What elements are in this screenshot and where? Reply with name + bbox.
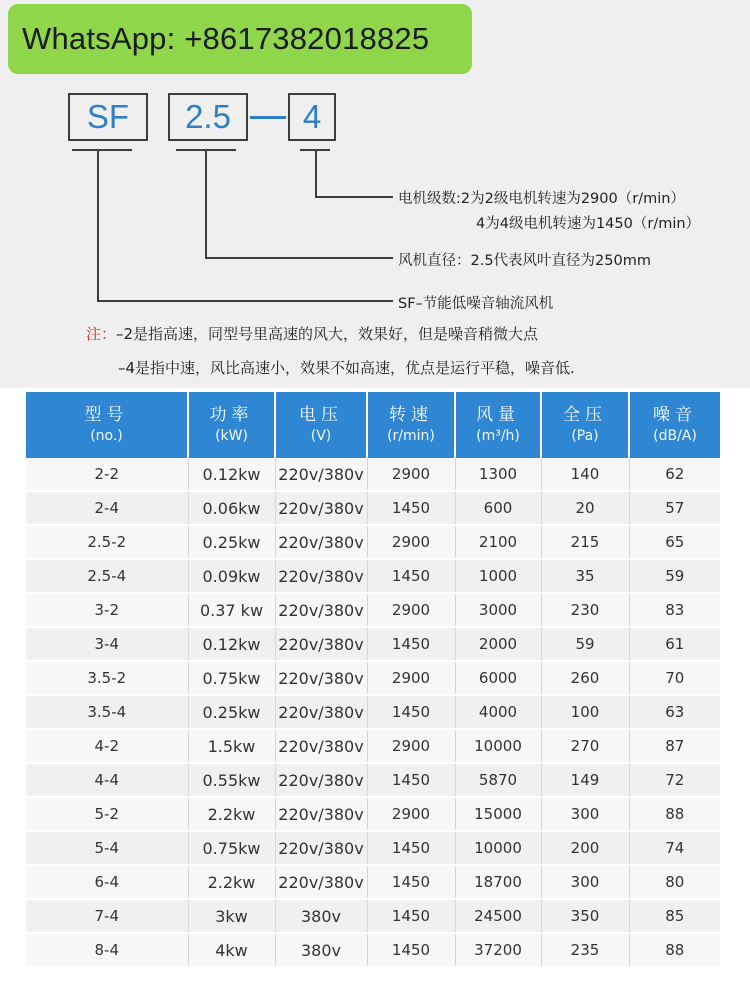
cell-power: 3kw [188, 899, 275, 933]
cell-voltage: 220v/380v [275, 593, 367, 627]
cell-power: 0.37 kw [188, 593, 275, 627]
code-box-series: SF [68, 93, 148, 141]
cell-pressure: 300 [541, 865, 629, 899]
cell-power: 0.55kw [188, 763, 275, 797]
cell-voltage: 220v/380v [275, 729, 367, 763]
cell-voltage: 220v/380v [275, 559, 367, 593]
cell-speed: 2900 [367, 661, 455, 695]
cell-voltage: 220v/380v [275, 661, 367, 695]
cell-noise: 65 [629, 525, 720, 559]
cell-pressure: 35 [541, 559, 629, 593]
connector-diameter-vertical [205, 150, 207, 259]
cell-speed: 1450 [367, 831, 455, 865]
table-row [26, 559, 720, 593]
code-box-diameter: 2.5 [168, 93, 248, 141]
cell-noise: 74 [629, 831, 720, 865]
specification-table [26, 392, 720, 968]
cell-model: 4-4 [26, 763, 188, 797]
cell-noise: 61 [629, 627, 720, 661]
cell-noise: 88 [629, 797, 720, 831]
table-row [26, 661, 720, 695]
cell-speed: 2900 [367, 729, 455, 763]
connector-series-vertical [97, 150, 99, 302]
connector-poles-vertical [315, 150, 317, 198]
cell-model: 6-4 [26, 865, 188, 899]
cell-model: 3-2 [26, 593, 188, 627]
cell-airflow: 5870 [455, 763, 541, 797]
table-row [26, 458, 720, 491]
cell-noise: 87 [629, 729, 720, 763]
cell-voltage: 220v/380v [275, 695, 367, 729]
bracket-series [72, 149, 132, 151]
cell-voltage: 380v [275, 933, 367, 967]
table-row [26, 933, 720, 967]
note-text-1: –2是指高速，同型号里高速的风大，效果好，但是噪音稍微大点 [116, 325, 539, 343]
table-row [26, 865, 720, 899]
header-power: 功率 (kW) [188, 392, 275, 458]
cell-noise: 63 [629, 695, 720, 729]
cell-model: 3-4 [26, 627, 188, 661]
header-pressure: 全压 (Pa) [541, 392, 629, 458]
cell-power: 0.12kw [188, 627, 275, 661]
cell-power: 0.75kw [188, 661, 275, 695]
note-line-1 [86, 323, 538, 344]
cell-noise: 72 [629, 763, 720, 797]
cell-power: 0.09kw [188, 559, 275, 593]
header-speed: 转速 (r/min) [367, 392, 455, 458]
cell-power: 0.25kw [188, 525, 275, 559]
cell-noise: 85 [629, 899, 720, 933]
cell-voltage: 220v/380v [275, 491, 367, 525]
code-box-poles: 4 [288, 93, 336, 141]
cell-model: 2-2 [26, 458, 188, 491]
cell-speed: 2900 [367, 593, 455, 627]
cell-airflow: 37200 [455, 933, 541, 967]
cell-pressure: 300 [541, 797, 629, 831]
cell-noise: 83 [629, 593, 720, 627]
cell-power: 0.75kw [188, 831, 275, 865]
table-row [26, 525, 720, 559]
cell-power: 4kw [188, 933, 275, 967]
cell-airflow: 4000 [455, 695, 541, 729]
cell-speed: 1450 [367, 865, 455, 899]
model-code-diagram [0, 0, 750, 388]
cell-voltage: 380v [275, 899, 367, 933]
cell-noise: 70 [629, 661, 720, 695]
cell-pressure: 59 [541, 627, 629, 661]
cell-pressure: 350 [541, 899, 629, 933]
cell-speed: 2900 [367, 458, 455, 491]
connector-series-horizontal [97, 300, 393, 302]
cell-voltage: 220v/380v [275, 458, 367, 491]
cell-speed: 1450 [367, 899, 455, 933]
cell-pressure: 149 [541, 763, 629, 797]
cell-noise: 57 [629, 491, 720, 525]
whatsapp-contact-text: WhatsApp: +8617382018825 [22, 21, 430, 56]
cell-airflow: 1000 [455, 559, 541, 593]
cell-speed: 1450 [367, 763, 455, 797]
cell-voltage: 220v/380v [275, 831, 367, 865]
table-row [26, 729, 720, 763]
cell-power: 0.25kw [188, 695, 275, 729]
cell-voltage: 220v/380v [275, 525, 367, 559]
cell-pressure: 260 [541, 661, 629, 695]
cell-speed: 2900 [367, 525, 455, 559]
cell-airflow: 10000 [455, 831, 541, 865]
poles-explanation-line1: 电机级数:2为2级电机转速为2900（r/min） [398, 191, 685, 207]
table-row [26, 593, 720, 627]
cell-noise: 59 [629, 559, 720, 593]
connector-poles-horizontal [315, 196, 393, 198]
note-line-2: –4是指中速，风比高速小，效果不如高速，优点是运行平稳，噪音低. [118, 359, 575, 377]
table-row [26, 797, 720, 831]
cell-model: 4-2 [26, 729, 188, 763]
table-header-row [26, 392, 720, 458]
cell-noise: 62 [629, 458, 720, 491]
cell-model: 2-4 [26, 491, 188, 525]
cell-speed: 1450 [367, 695, 455, 729]
cell-airflow: 15000 [455, 797, 541, 831]
table-row [26, 899, 720, 933]
cell-power: 0.12kw [188, 458, 275, 491]
cell-model: 2.5-2 [26, 525, 188, 559]
cell-airflow: 600 [455, 491, 541, 525]
code-separator-dash [250, 116, 286, 119]
cell-airflow: 1300 [455, 458, 541, 491]
cell-pressure: 215 [541, 525, 629, 559]
cell-voltage: 220v/380v [275, 763, 367, 797]
table-row [26, 763, 720, 797]
header-voltage: 电压 (V) [275, 392, 367, 458]
cell-power: 2.2kw [188, 797, 275, 831]
cell-airflow: 2000 [455, 627, 541, 661]
header-noise: 噪音 (dB/A) [629, 392, 720, 458]
cell-airflow: 24500 [455, 899, 541, 933]
header-airflow: 风量 (m³/h) [455, 392, 541, 458]
cell-pressure: 230 [541, 593, 629, 627]
cell-noise: 80 [629, 865, 720, 899]
cell-airflow: 2100 [455, 525, 541, 559]
cell-power: 2.2kw [188, 865, 275, 899]
cell-power: 1.5kw [188, 729, 275, 763]
cell-speed: 1450 [367, 627, 455, 661]
header-model: 型号 (no.) [26, 392, 188, 458]
cell-speed: 2900 [367, 797, 455, 831]
cell-airflow: 10000 [455, 729, 541, 763]
cell-voltage: 220v/380v [275, 797, 367, 831]
cell-model: 3.5-2 [26, 661, 188, 695]
cell-speed: 1450 [367, 559, 455, 593]
cell-speed: 1450 [367, 933, 455, 967]
cell-pressure: 270 [541, 729, 629, 763]
cell-noise: 88 [629, 933, 720, 967]
diameter-explanation: 风机直径：2.5代表风叶直径为250mm [398, 253, 651, 269]
cell-pressure: 200 [541, 831, 629, 865]
cell-power: 0.06kw [188, 491, 275, 525]
cell-airflow: 3000 [455, 593, 541, 627]
cell-voltage: 220v/380v [275, 627, 367, 661]
cell-pressure: 100 [541, 695, 629, 729]
series-explanation: SF–节能低噪音轴流风机 [398, 296, 554, 312]
cell-model: 8-4 [26, 933, 188, 967]
cell-pressure: 235 [541, 933, 629, 967]
table-row [26, 627, 720, 661]
table-row [26, 831, 720, 865]
cell-airflow: 18700 [455, 865, 541, 899]
cell-model: 2.5-4 [26, 559, 188, 593]
whatsapp-contact-badge[interactable] [8, 4, 472, 74]
cell-model: 5-4 [26, 831, 188, 865]
cell-model: 5-2 [26, 797, 188, 831]
connector-diameter-horizontal [205, 257, 393, 259]
cell-model: 3.5-4 [26, 695, 188, 729]
cell-pressure: 20 [541, 491, 629, 525]
cell-speed: 1450 [367, 491, 455, 525]
note-label: 注： [86, 325, 117, 343]
cell-pressure: 140 [541, 458, 629, 491]
table-row [26, 491, 720, 525]
cell-airflow: 6000 [455, 661, 541, 695]
cell-model: 7-4 [26, 899, 188, 933]
cell-voltage: 220v/380v [275, 865, 367, 899]
poles-explanation-line2: 4为4级电机转速为1450（r/min） [476, 216, 701, 232]
table-row [26, 695, 720, 729]
